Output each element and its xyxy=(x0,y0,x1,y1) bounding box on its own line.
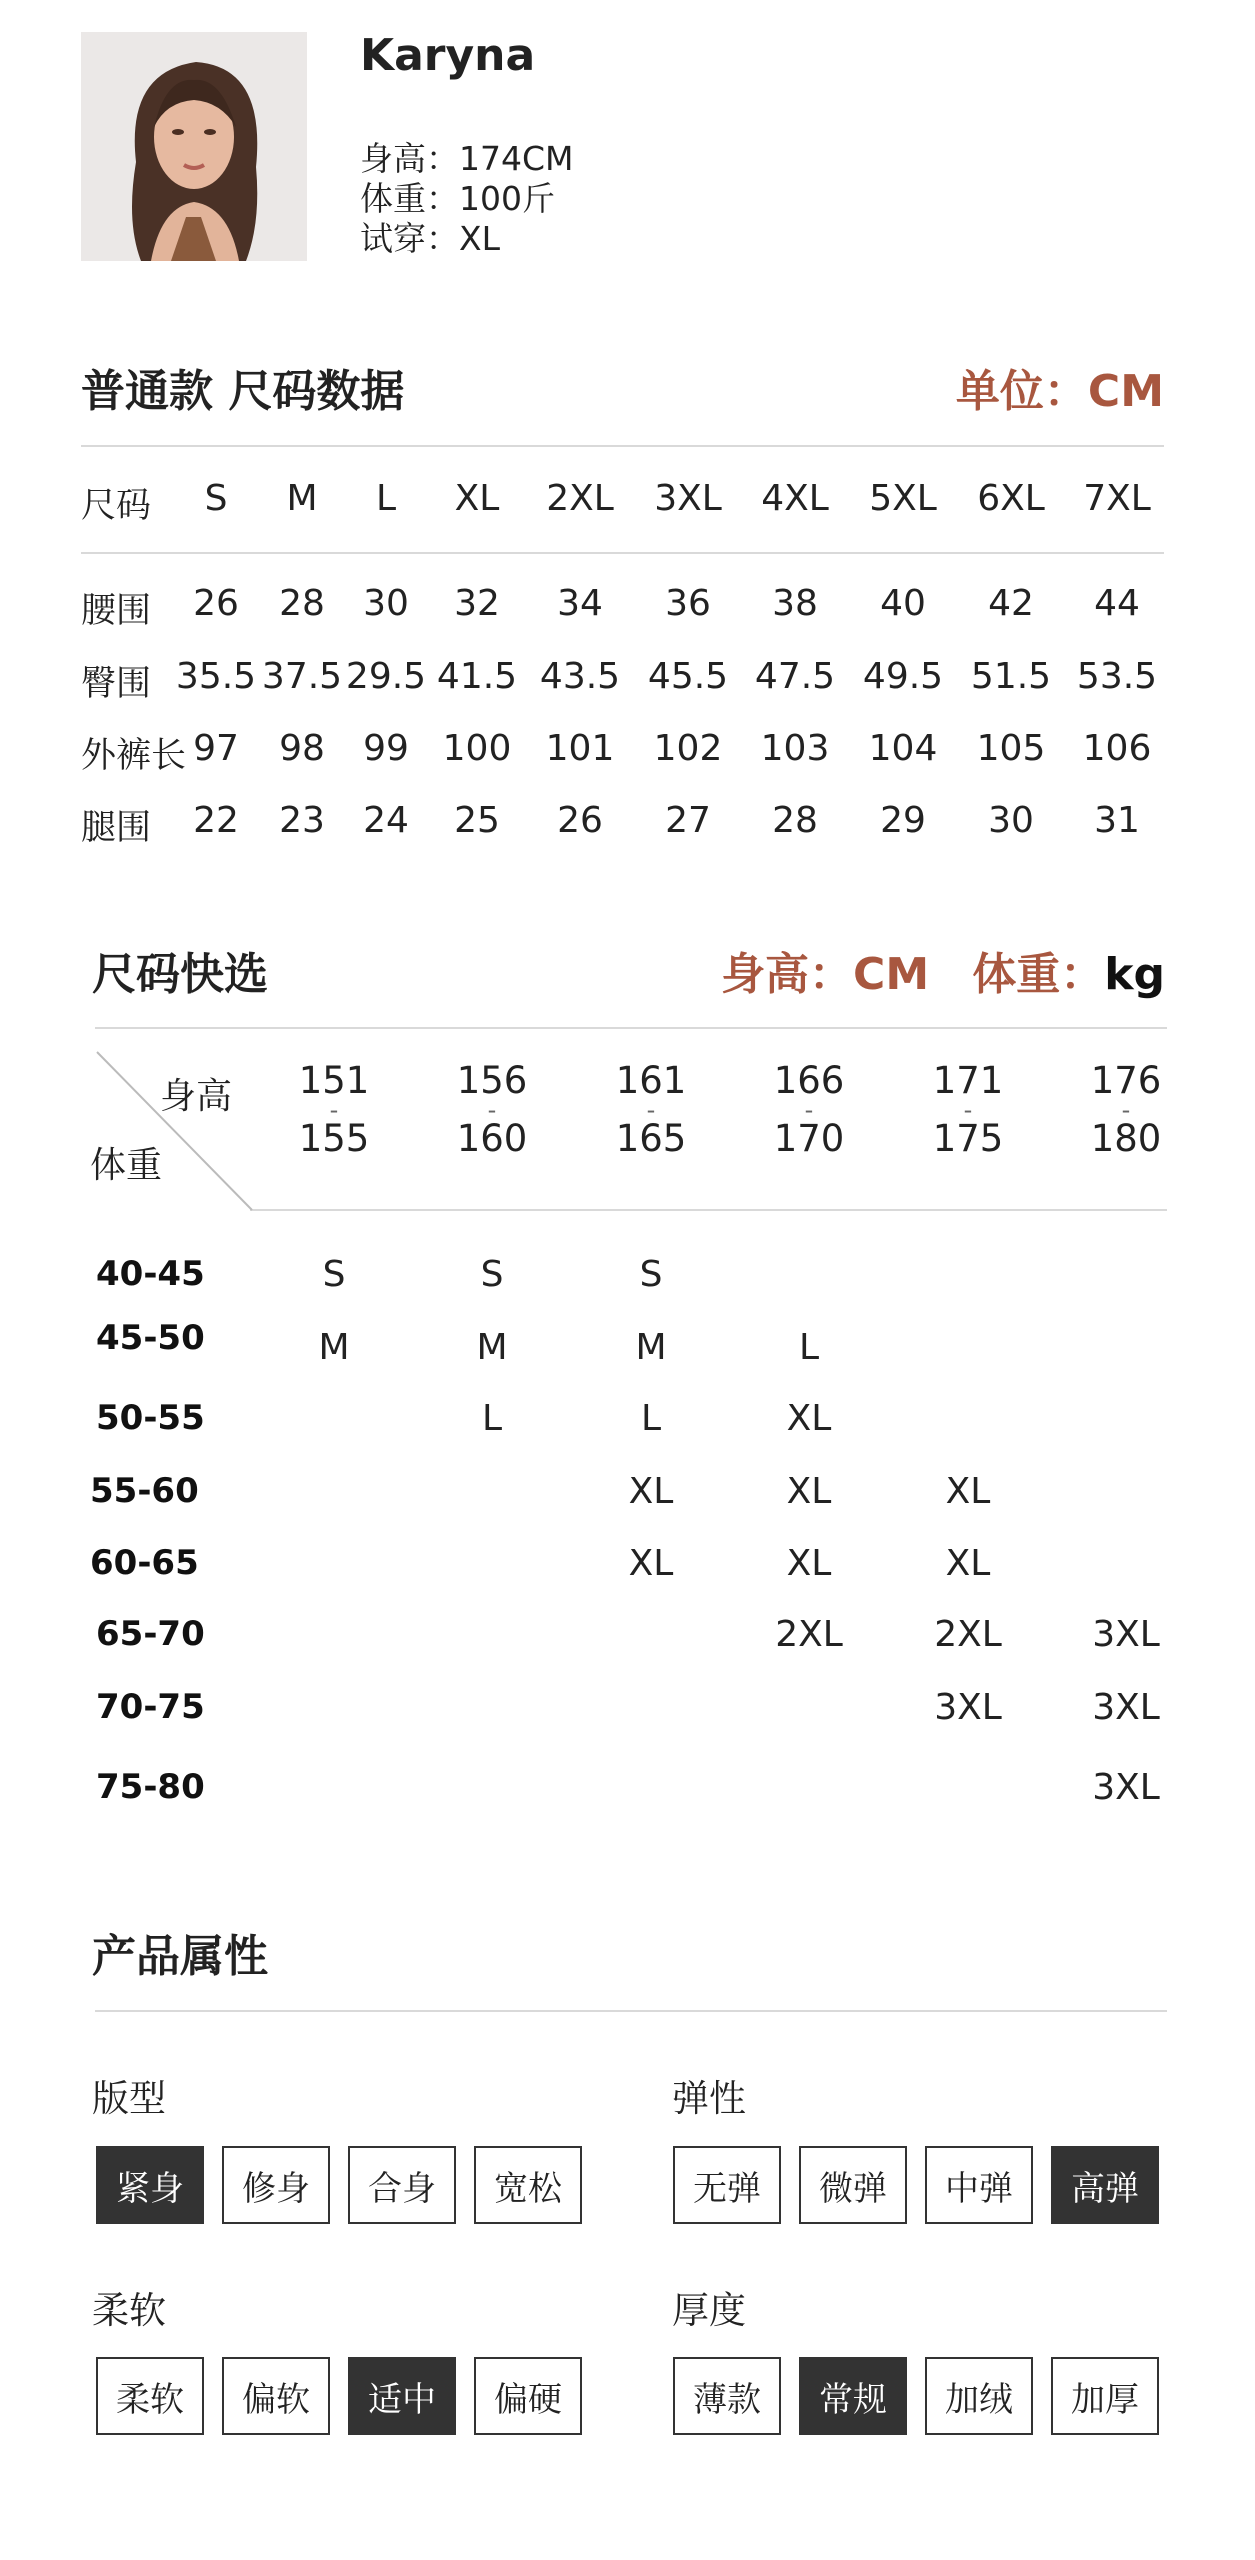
measure-value: 100 xyxy=(442,728,512,769)
recommended-size: 2XL xyxy=(934,1614,1002,1655)
model-photo xyxy=(81,32,307,261)
recommended-size: XL xyxy=(786,1398,832,1439)
recommended-size: XL xyxy=(945,1543,991,1584)
measure-value: 44 xyxy=(1094,583,1140,624)
recommended-size: XL xyxy=(628,1471,674,1512)
attribute-option-tag: 无弹 xyxy=(673,2146,781,2224)
recommended-size: M xyxy=(318,1327,350,1368)
height-range-to: 175 xyxy=(932,1117,1004,1160)
measure-value: 99 xyxy=(363,728,409,769)
measure-label: 外裤长 xyxy=(81,736,187,776)
measure-value: 35.5 xyxy=(175,656,257,697)
attribute-group-label: 柔软 xyxy=(92,2289,166,2332)
height-range-to: 180 xyxy=(1090,1117,1162,1160)
divider xyxy=(81,445,1164,447)
recommended-size: S xyxy=(639,1254,663,1295)
attribute-option-tag: 微弹 xyxy=(799,2146,907,2224)
measure-value: 24 xyxy=(363,800,409,841)
weight-range-label: 65-70 xyxy=(96,1614,205,1654)
divider xyxy=(250,1209,1167,1211)
measure-value: 38 xyxy=(772,583,818,624)
size-header-l: L xyxy=(375,478,397,519)
recommended-size: XL xyxy=(945,1471,991,1512)
weight-range-label: 50-55 xyxy=(96,1398,205,1438)
attribute-option-tag: 紧身 xyxy=(96,2146,204,2224)
measure-value: 40 xyxy=(880,583,926,624)
height-range-to: 170 xyxy=(773,1117,845,1160)
measure-value: 97 xyxy=(193,728,239,769)
height-range-header xyxy=(298,1059,370,1160)
attribute-option-tag: 柔软 xyxy=(96,2357,204,2435)
height-range-dash: - xyxy=(329,1096,339,1124)
measure-value: 36 xyxy=(665,583,711,624)
size-header-4xl: 4XL xyxy=(761,478,829,519)
recommended-size: 2XL xyxy=(775,1614,843,1655)
size-header-7xl: 7XL xyxy=(1083,478,1151,519)
size-header-s: S xyxy=(204,478,228,519)
model-weight: 体重：100斤 xyxy=(360,179,555,218)
height-range-to: 155 xyxy=(298,1117,370,1160)
measure-value: 42 xyxy=(988,583,1034,624)
size-table-title: 普通款 尺码数据 xyxy=(81,366,405,417)
weight-unit: kg xyxy=(1104,949,1165,1000)
weight-range-label: 70-75 xyxy=(96,1687,205,1727)
size-header-3xl: 3XL xyxy=(654,478,722,519)
measure-value: 102 xyxy=(653,728,723,769)
measure-value: 45.5 xyxy=(647,656,729,697)
measure-value: 26 xyxy=(193,583,239,624)
recommended-size: 3XL xyxy=(934,1687,1002,1728)
size-header-label: 尺码 xyxy=(81,486,152,526)
measure-value: 104 xyxy=(868,728,938,769)
measure-value: 41.5 xyxy=(436,656,518,697)
recommended-size: 3XL xyxy=(1092,1687,1160,1728)
measure-value: 49.5 xyxy=(862,656,944,697)
measure-label: 腰围 xyxy=(81,591,152,631)
attribute-option-tag: 偏硬 xyxy=(474,2357,582,2435)
weight-range-label: 75-80 xyxy=(96,1767,205,1807)
height-range-dash: - xyxy=(963,1096,973,1124)
measure-value: 30 xyxy=(363,583,409,624)
height-range-dash: - xyxy=(487,1096,497,1124)
measure-value: 25 xyxy=(454,800,500,841)
measure-value: 28 xyxy=(772,800,818,841)
attribute-option-tag: 中弹 xyxy=(925,2146,1033,2224)
measure-value: 26 xyxy=(557,800,603,841)
measure-value: 101 xyxy=(545,728,615,769)
recommended-size: L xyxy=(640,1398,662,1439)
measure-value: 34 xyxy=(557,583,603,624)
measure-value: 53.5 xyxy=(1076,656,1158,697)
recommended-size: 3XL xyxy=(1092,1614,1160,1655)
height-range-header xyxy=(1090,1059,1162,1160)
recommended-size: S xyxy=(322,1254,346,1295)
recommended-size: 3XL xyxy=(1092,1767,1160,1808)
measure-value: 103 xyxy=(760,728,830,769)
attribute-group-label: 弹性 xyxy=(672,2077,746,2120)
height-range-from: 151 xyxy=(298,1059,370,1102)
recommended-size: M xyxy=(635,1327,667,1368)
recommended-size: M xyxy=(476,1327,508,1368)
model-portrait-image xyxy=(81,32,307,261)
weight-range-label: 45-50 xyxy=(96,1318,205,1358)
measure-value: 106 xyxy=(1082,728,1152,769)
height-range-header xyxy=(773,1059,845,1160)
attribute-option-tag: 适中 xyxy=(348,2357,456,2435)
height-range-dash: - xyxy=(646,1096,656,1124)
weight-range-label: 60-65 xyxy=(90,1543,199,1583)
attribute-option-tag: 偏软 xyxy=(222,2357,330,2435)
attribute-option-tag: 薄款 xyxy=(673,2357,781,2435)
height-range-header xyxy=(932,1059,1004,1160)
measure-value: 98 xyxy=(279,728,325,769)
measure-value: 105 xyxy=(976,728,1046,769)
measure-label: 腿围 xyxy=(81,808,152,848)
divider xyxy=(81,552,1164,554)
height-range-from: 176 xyxy=(1090,1059,1162,1102)
height-range-dash: - xyxy=(804,1096,814,1124)
size-header-2xl: 2XL xyxy=(546,478,614,519)
attribute-group-label: 版型 xyxy=(92,2077,166,2120)
corner-weight-label: 体重 xyxy=(90,1145,163,1186)
recommended-size: L xyxy=(798,1327,820,1368)
measure-label: 臀围 xyxy=(81,664,152,704)
recommended-size: XL xyxy=(786,1543,832,1584)
model-height: 身高：174CM xyxy=(360,139,574,178)
attribute-option-tag: 宽松 xyxy=(474,2146,582,2224)
attribute-option-tag: 合身 xyxy=(348,2146,456,2224)
height-range-to: 160 xyxy=(456,1117,528,1160)
attribute-option-tag: 修身 xyxy=(222,2146,330,2224)
measure-value: 51.5 xyxy=(970,656,1052,697)
attribute-option-tag: 高弹 xyxy=(1051,2146,1159,2224)
height-range-from: 156 xyxy=(456,1059,528,1102)
size-header-xl: XL xyxy=(454,478,500,519)
attribute-option-tag: 加绒 xyxy=(925,2357,1033,2435)
measure-value: 30 xyxy=(988,800,1034,841)
size-header-6xl: 6XL xyxy=(977,478,1045,519)
measure-value: 43.5 xyxy=(539,656,621,697)
attribute-option-tag: 加厚 xyxy=(1051,2357,1159,2435)
weight-range-label: 40-45 xyxy=(96,1254,205,1294)
measure-value: 37.5 xyxy=(261,656,343,697)
attribute-group-label: 厚度 xyxy=(672,2289,746,2332)
divider xyxy=(95,1027,1167,1029)
height-range-to: 165 xyxy=(615,1117,687,1160)
measure-value: 31 xyxy=(1094,800,1140,841)
recommended-size: XL xyxy=(786,1471,832,1512)
size-header-5xl: 5XL xyxy=(869,478,937,519)
height-range-header xyxy=(615,1059,687,1160)
measure-value: 28 xyxy=(279,583,325,624)
model-name: Karyna xyxy=(360,30,536,81)
measure-value: 47.5 xyxy=(754,656,836,697)
size-table-unit: 单位：CM xyxy=(955,366,1164,417)
height-range-from: 161 xyxy=(615,1059,687,1102)
quick-select-units xyxy=(721,938,1165,1002)
model-size: 试穿：XL xyxy=(360,219,500,258)
quick-select-title: 尺码快选 xyxy=(92,949,268,1000)
weight-unit-label: 体重： xyxy=(972,949,1105,1000)
corner-height-label: 身高 xyxy=(160,1076,233,1117)
measure-value: 32 xyxy=(454,583,500,624)
height-range-dash: - xyxy=(1121,1096,1131,1124)
height-range-header xyxy=(456,1059,528,1160)
weight-range-label: 55-60 xyxy=(90,1471,199,1511)
divider xyxy=(95,2010,1167,2012)
size-header-m: M xyxy=(286,478,318,519)
measure-value: 29.5 xyxy=(345,656,427,697)
measure-value: 27 xyxy=(665,800,711,841)
measure-value: 23 xyxy=(279,800,325,841)
attribute-option-tag: 常规 xyxy=(799,2357,907,2435)
recommended-size: XL xyxy=(628,1543,674,1584)
measure-value: 29 xyxy=(880,800,926,841)
height-range-from: 171 xyxy=(932,1059,1004,1102)
height-unit: 身高：CM xyxy=(721,949,930,1000)
recommended-size: L xyxy=(481,1398,503,1439)
height-range-from: 166 xyxy=(773,1059,845,1102)
measure-value: 22 xyxy=(193,800,239,841)
attributes-title: 产品属性 xyxy=(92,1931,268,1982)
recommended-size: S xyxy=(480,1254,504,1295)
